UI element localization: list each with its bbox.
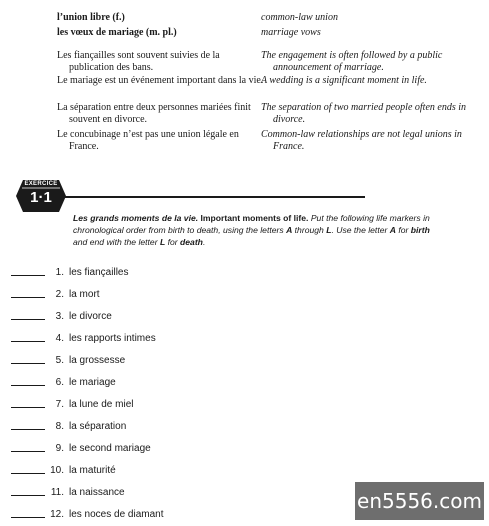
item-number: 4. <box>55 333 64 344</box>
list-item <box>0 504 300 526</box>
instruction-keyword: death <box>180 237 203 247</box>
list-item <box>0 262 300 284</box>
list-item <box>0 438 300 460</box>
item-number: 11. <box>50 487 64 498</box>
vocab-french: Le mariage est un événement important dans la vie. <box>57 75 264 86</box>
item-text: le mariage <box>69 377 116 388</box>
instruction-text: . <box>202 237 206 247</box>
instruction-text: for <box>167 237 178 247</box>
item-number: 8. <box>55 421 64 432</box>
exercise-number: 1·1 <box>30 189 52 206</box>
instruction-letter: L <box>159 237 166 247</box>
item-text: la naissance <box>69 487 125 498</box>
instruction-text: for <box>398 225 409 235</box>
item-number: 3. <box>55 311 64 322</box>
list-item <box>0 394 300 416</box>
watermark: en5556.com <box>355 482 484 520</box>
exercise-instructions <box>73 212 445 248</box>
answer-blank[interactable] <box>11 517 45 518</box>
answer-blank[interactable] <box>11 451 45 452</box>
item-number: 5. <box>55 355 64 366</box>
instruction-keyword: birth <box>410 225 430 235</box>
item-number: 10. <box>50 465 64 476</box>
instruction-letter: A <box>286 225 293 235</box>
vocab-french: l’union libre (f.) <box>57 12 125 23</box>
list-item <box>0 284 300 306</box>
vocab-english: The separation of two married people often ends in divorce. <box>261 102 466 125</box>
vocab-french: Les fiançailles sont souvent suivies de la publication des bans. <box>57 50 220 73</box>
answer-blank[interactable] <box>11 275 45 276</box>
list-item <box>0 482 300 504</box>
answer-blank[interactable] <box>11 495 45 496</box>
vocab-english: Common-law relationships are not legal unions in France. <box>261 129 462 152</box>
item-number: 2. <box>55 289 64 300</box>
vocab-french: La séparation entre deux personnes mariées finit souvent en divorce. <box>57 102 251 125</box>
answer-blank[interactable] <box>11 407 45 408</box>
answer-blank[interactable] <box>11 319 45 320</box>
instruction-text: through <box>294 225 324 235</box>
list-item <box>0 372 300 394</box>
answer-blank[interactable] <box>11 385 45 386</box>
vocab-english: The engagement is often followed by a public announcement of marriage. <box>261 50 443 73</box>
instruction-text: Put the following life markers in chronological order from birth to death, using the letters <box>73 213 430 235</box>
exercise-divider <box>48 196 365 198</box>
answer-blank[interactable] <box>11 363 45 364</box>
item-text: la maturité <box>69 465 116 476</box>
item-number: 9. <box>55 443 64 454</box>
list-item <box>0 328 300 350</box>
instruction-text: . Use the letter <box>331 225 388 235</box>
item-text: les fiançailles <box>69 267 129 278</box>
instruction-letter: A <box>389 225 396 235</box>
answer-blank[interactable] <box>11 429 45 430</box>
item-text: la grossesse <box>69 355 126 366</box>
exercise-label: EXERCICE <box>24 181 58 187</box>
item-number: 12. <box>50 509 64 520</box>
item-text: la mort <box>69 289 100 300</box>
vocab-english: A wedding is a significant moment in life. <box>261 75 427 86</box>
answer-blank[interactable] <box>11 473 45 474</box>
item-number: 1. <box>55 267 64 278</box>
list-item <box>0 350 300 372</box>
item-number: 7. <box>55 399 64 410</box>
title-french: Les grands moments de la vie. <box>73 213 199 223</box>
item-text: la lune de miel <box>69 399 134 410</box>
vocab-english: common-law union <box>261 12 338 23</box>
list-item <box>0 306 300 328</box>
instruction-letter: L <box>326 225 332 235</box>
item-text: le divorce <box>69 311 112 322</box>
title-english: Important moments of life. <box>200 213 309 223</box>
instruction-text: and end with the letter <box>73 237 158 247</box>
item-text: le second mariage <box>69 443 151 454</box>
exercise-badge <box>16 180 66 212</box>
vocab-french: les vœux de mariage (m. pl.) <box>57 27 177 38</box>
list-item <box>0 416 300 438</box>
answer-blank[interactable] <box>11 341 45 342</box>
item-number: 6. <box>55 377 64 388</box>
answer-blank[interactable] <box>11 297 45 298</box>
item-text: les rapports intimes <box>69 333 156 344</box>
vocab-french: Le concubinage n’est pas une union légale en France. <box>57 129 239 152</box>
item-text: les noces de diamant <box>69 509 164 520</box>
list-item <box>0 460 300 482</box>
vocab-english: marriage vows <box>261 27 321 38</box>
item-text: la séparation <box>69 421 127 432</box>
